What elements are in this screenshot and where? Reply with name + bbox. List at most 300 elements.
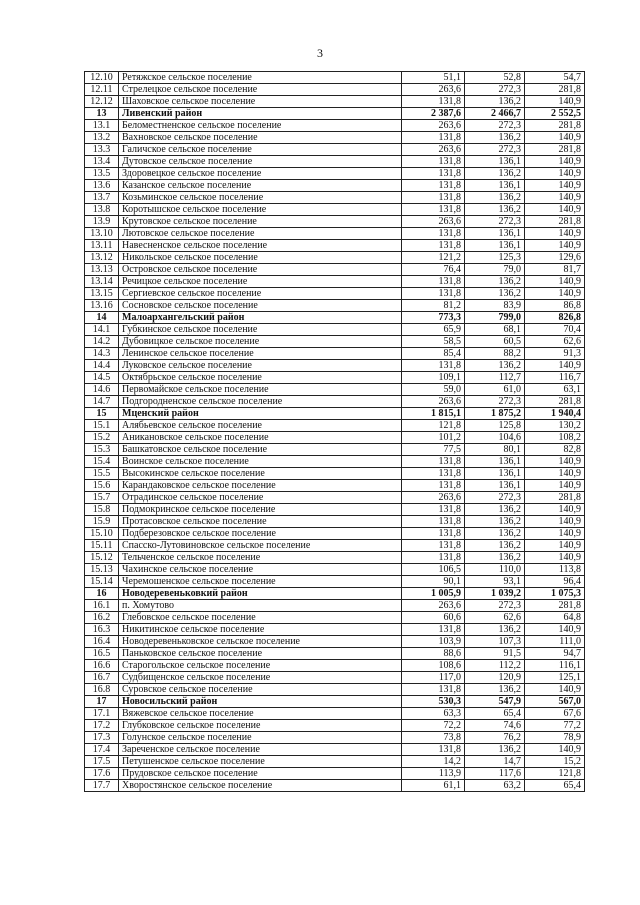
row-name: Глебовское сельское поселение <box>119 612 402 624</box>
table-row <box>85 276 585 288</box>
row-value-1: 131,8 <box>402 204 465 216</box>
table-row <box>85 612 585 624</box>
row-name: Вахновское сельское поселение <box>119 132 402 144</box>
table-row <box>85 624 585 636</box>
table-row <box>85 552 585 564</box>
row-value-3: 116,1 <box>525 660 585 672</box>
row-number: 12.12 <box>85 96 119 108</box>
table-row <box>85 228 585 240</box>
row-number: 13.16 <box>85 300 119 312</box>
row-number: 14.2 <box>85 336 119 348</box>
row-number: 15.6 <box>85 480 119 492</box>
table-row <box>85 720 585 732</box>
row-number: 13.2 <box>85 132 119 144</box>
row-value-1: 108,6 <box>402 660 465 672</box>
row-value-1: 131,8 <box>402 552 465 564</box>
table-row <box>85 156 585 168</box>
row-value-1: 59,0 <box>402 384 465 396</box>
row-value-2: 136,2 <box>465 684 525 696</box>
table-row <box>85 540 585 552</box>
row-value-2: 272,3 <box>465 600 525 612</box>
row-value-1: 131,8 <box>402 504 465 516</box>
row-value-3: 281,8 <box>525 216 585 228</box>
row-value-2: 74,6 <box>465 720 525 732</box>
row-value-2: 136,2 <box>465 624 525 636</box>
row-value-2: 112,2 <box>465 660 525 672</box>
row-value-3: 140,9 <box>525 132 585 144</box>
row-value-1: 131,8 <box>402 528 465 540</box>
row-value-2: 136,2 <box>465 192 525 204</box>
row-value-3: 140,9 <box>525 276 585 288</box>
table-row <box>85 180 585 192</box>
row-value-2: 136,2 <box>465 288 525 300</box>
table-row <box>85 636 585 648</box>
row-value-3: 82,8 <box>525 444 585 456</box>
row-value-2: 104,6 <box>465 432 525 444</box>
row-value-3: 129,6 <box>525 252 585 264</box>
table-row <box>85 120 585 132</box>
row-name: Ливенский район <box>119 108 402 120</box>
row-value-2: 136,2 <box>465 204 525 216</box>
table-row <box>85 480 585 492</box>
row-name: Губкинское сельское поселение <box>119 324 402 336</box>
row-name: Прудовское сельское поселение <box>119 768 402 780</box>
row-value-2: 125,8 <box>465 420 525 432</box>
row-value-1: 530,3 <box>402 696 465 708</box>
row-number: 16.5 <box>85 648 119 660</box>
row-name: Подмокринское сельское поселение <box>119 504 402 516</box>
table-row <box>85 348 585 360</box>
row-value-3: 63,1 <box>525 384 585 396</box>
row-value-3: 2 552,5 <box>525 108 585 120</box>
row-value-3: 94,7 <box>525 648 585 660</box>
row-name: Вяжевское сельское поселение <box>119 708 402 720</box>
row-value-2: 107,3 <box>465 636 525 648</box>
row-name: Карандаковское сельское поселение <box>119 480 402 492</box>
row-value-1: 131,8 <box>402 360 465 372</box>
row-name: Голунское сельское поселение <box>119 732 402 744</box>
row-value-3: 121,8 <box>525 768 585 780</box>
row-value-3: 113,8 <box>525 564 585 576</box>
row-number: 14 <box>85 312 119 324</box>
table-row <box>85 132 585 144</box>
row-number: 16.8 <box>85 684 119 696</box>
table-row <box>85 444 585 456</box>
table-row <box>85 72 585 84</box>
table-row <box>85 684 585 696</box>
row-name: Черемошенское сельское поселение <box>119 576 402 588</box>
row-value-3: 111,0 <box>525 636 585 648</box>
row-value-1: 773,3 <box>402 312 465 324</box>
row-value-1: 72,2 <box>402 720 465 732</box>
row-value-1: 73,8 <box>402 732 465 744</box>
row-value-1: 65,9 <box>402 324 465 336</box>
row-value-2: 136,2 <box>465 516 525 528</box>
row-name: Подберезовское сельское поселение <box>119 528 402 540</box>
row-name: Высокинское сельское поселение <box>119 468 402 480</box>
row-number: 15 <box>85 408 119 420</box>
row-value-1: 263,6 <box>402 216 465 228</box>
row-name: Стрелецкое сельское поселение <box>119 84 402 96</box>
row-value-2: 272,3 <box>465 492 525 504</box>
row-value-2: 136,1 <box>465 240 525 252</box>
row-value-3: 130,2 <box>525 420 585 432</box>
row-name: Дутовское сельское поселение <box>119 156 402 168</box>
row-value-3: 140,9 <box>525 204 585 216</box>
row-value-1: 263,6 <box>402 144 465 156</box>
row-number: 13.7 <box>85 192 119 204</box>
row-name: Ретяжское сельское поселение <box>119 72 402 84</box>
row-number: 17.1 <box>85 708 119 720</box>
row-name: Шаховское сельское поселение <box>119 96 402 108</box>
row-name: Суровское сельское поселение <box>119 684 402 696</box>
row-value-2: 79,0 <box>465 264 525 276</box>
row-value-3: 140,9 <box>525 288 585 300</box>
row-value-2: 136,2 <box>465 168 525 180</box>
row-name: Мценский район <box>119 408 402 420</box>
row-name: Дубовицкое сельское поселение <box>119 336 402 348</box>
table-row <box>85 732 585 744</box>
row-value-2: 2 466,7 <box>465 108 525 120</box>
row-name: Ленинское сельское поселение <box>119 348 402 360</box>
row-name: Судбищенское сельское поселение <box>119 672 402 684</box>
row-value-2: 272,3 <box>465 144 525 156</box>
row-value-1: 263,6 <box>402 396 465 408</box>
row-name: Отрадинское сельское поселение <box>119 492 402 504</box>
row-number: 15.4 <box>85 456 119 468</box>
row-value-2: 112,7 <box>465 372 525 384</box>
row-number: 13.11 <box>85 240 119 252</box>
row-number: 16.7 <box>85 672 119 684</box>
table-body <box>85 72 585 792</box>
row-value-2: 60,5 <box>465 336 525 348</box>
row-number: 13.4 <box>85 156 119 168</box>
table-row <box>85 744 585 756</box>
row-value-1: 121,2 <box>402 252 465 264</box>
row-value-3: 140,9 <box>525 180 585 192</box>
row-value-1: 76,4 <box>402 264 465 276</box>
row-name: Аникановское сельское поселение <box>119 432 402 444</box>
table-row <box>85 144 585 156</box>
row-number: 14.4 <box>85 360 119 372</box>
row-number: 13.12 <box>85 252 119 264</box>
row-value-2: 65,4 <box>465 708 525 720</box>
row-value-3: 281,8 <box>525 120 585 132</box>
row-number: 16.1 <box>85 600 119 612</box>
row-value-3: 1 940,4 <box>525 408 585 420</box>
row-name: Казанское сельское поселение <box>119 180 402 192</box>
row-value-1: 263,6 <box>402 120 465 132</box>
row-value-3: 140,9 <box>525 480 585 492</box>
row-value-1: 1 005,9 <box>402 588 465 600</box>
table-row <box>85 432 585 444</box>
row-value-1: 77,5 <box>402 444 465 456</box>
row-value-2: 117,6 <box>465 768 525 780</box>
row-name: Петушенское сельское поселение <box>119 756 402 768</box>
table-row <box>85 492 585 504</box>
row-value-1: 109,1 <box>402 372 465 384</box>
row-value-3: 86,8 <box>525 300 585 312</box>
table-row <box>85 336 585 348</box>
table-row <box>85 204 585 216</box>
row-value-2: 272,3 <box>465 120 525 132</box>
row-value-3: 281,8 <box>525 600 585 612</box>
row-name: Старогольское сельское поселение <box>119 660 402 672</box>
table-row <box>85 564 585 576</box>
table-row <box>85 84 585 96</box>
row-number: 15.8 <box>85 504 119 516</box>
table-row <box>85 300 585 312</box>
row-value-3: 140,9 <box>525 744 585 756</box>
row-value-2: 272,3 <box>465 84 525 96</box>
row-value-2: 136,2 <box>465 360 525 372</box>
row-value-3: 81,7 <box>525 264 585 276</box>
row-value-3: 281,8 <box>525 492 585 504</box>
table-row <box>85 504 585 516</box>
row-value-2: 136,1 <box>465 156 525 168</box>
row-number: 14.6 <box>85 384 119 396</box>
table-row <box>85 708 585 720</box>
row-value-1: 131,8 <box>402 168 465 180</box>
row-name: п. Хомутово <box>119 600 402 612</box>
row-value-1: 61,1 <box>402 780 465 792</box>
district-row <box>85 108 585 120</box>
row-number: 15.3 <box>85 444 119 456</box>
row-number: 17.7 <box>85 780 119 792</box>
row-name: Островское сельское поселение <box>119 264 402 276</box>
row-value-1: 131,8 <box>402 480 465 492</box>
row-value-2: 76,2 <box>465 732 525 744</box>
district-row <box>85 588 585 600</box>
row-value-2: 83,9 <box>465 300 525 312</box>
row-number: 13.15 <box>85 288 119 300</box>
row-value-2: 14,7 <box>465 756 525 768</box>
row-number: 13.1 <box>85 120 119 132</box>
table-row <box>85 252 585 264</box>
row-number: 15.9 <box>85 516 119 528</box>
table-row <box>85 468 585 480</box>
table-row <box>85 372 585 384</box>
row-number: 14.5 <box>85 372 119 384</box>
row-value-3: 116,7 <box>525 372 585 384</box>
row-value-2: 136,2 <box>465 276 525 288</box>
table-row <box>85 420 585 432</box>
row-value-2: 272,3 <box>465 216 525 228</box>
row-value-1: 58,5 <box>402 336 465 348</box>
table-row <box>85 96 585 108</box>
row-name: Воинское сельское поселение <box>119 456 402 468</box>
row-name: Сосновское сельское поселение <box>119 300 402 312</box>
row-value-1: 131,8 <box>402 468 465 480</box>
row-value-3: 15,2 <box>525 756 585 768</box>
row-number: 13.8 <box>85 204 119 216</box>
row-name: Октябрьское сельское поселение <box>119 372 402 384</box>
table-row <box>85 396 585 408</box>
row-value-1: 131,8 <box>402 288 465 300</box>
row-name: Никольское сельское поселение <box>119 252 402 264</box>
row-value-3: 281,8 <box>525 84 585 96</box>
row-number: 13 <box>85 108 119 120</box>
row-number: 15.14 <box>85 576 119 588</box>
row-number: 15.7 <box>85 492 119 504</box>
row-number: 16 <box>85 588 119 600</box>
row-value-2: 799,0 <box>465 312 525 324</box>
row-number: 14.7 <box>85 396 119 408</box>
row-value-2: 91,5 <box>465 648 525 660</box>
row-value-3: 64,8 <box>525 612 585 624</box>
row-number: 15.12 <box>85 552 119 564</box>
row-number: 13.13 <box>85 264 119 276</box>
row-number: 13.10 <box>85 228 119 240</box>
row-name: Тельченское сельское поселение <box>119 552 402 564</box>
row-number: 13.5 <box>85 168 119 180</box>
row-value-1: 131,8 <box>402 156 465 168</box>
row-value-1: 263,6 <box>402 600 465 612</box>
row-value-1: 131,8 <box>402 744 465 756</box>
row-value-3: 91,3 <box>525 348 585 360</box>
row-name: Галичское сельское поселение <box>119 144 402 156</box>
table-row <box>85 456 585 468</box>
table-row <box>85 192 585 204</box>
row-value-1: 263,6 <box>402 492 465 504</box>
row-name: Зареченское сельское поселение <box>119 744 402 756</box>
table-row <box>85 168 585 180</box>
row-value-2: 52,8 <box>465 72 525 84</box>
row-value-1: 131,8 <box>402 456 465 468</box>
row-value-1: 117,0 <box>402 672 465 684</box>
row-number: 15.5 <box>85 468 119 480</box>
row-value-2: 1 875,2 <box>465 408 525 420</box>
row-value-3: 108,2 <box>525 432 585 444</box>
row-value-3: 62,6 <box>525 336 585 348</box>
row-number: 16.6 <box>85 660 119 672</box>
table-row <box>85 648 585 660</box>
row-value-1: 63,3 <box>402 708 465 720</box>
table-row <box>85 768 585 780</box>
row-number: 13.3 <box>85 144 119 156</box>
row-value-2: 136,2 <box>465 552 525 564</box>
row-name: Алябьевское сельское поселение <box>119 420 402 432</box>
row-number: 13.6 <box>85 180 119 192</box>
table-row <box>85 660 585 672</box>
row-value-3: 140,9 <box>525 240 585 252</box>
row-number: 16.4 <box>85 636 119 648</box>
row-value-1: 106,5 <box>402 564 465 576</box>
row-value-1: 131,8 <box>402 132 465 144</box>
row-value-3: 140,9 <box>525 168 585 180</box>
row-value-3: 65,4 <box>525 780 585 792</box>
row-value-2: 136,1 <box>465 480 525 492</box>
row-value-3: 140,9 <box>525 624 585 636</box>
district-row <box>85 312 585 324</box>
table-row <box>85 324 585 336</box>
row-value-3: 1 075,3 <box>525 588 585 600</box>
row-value-3: 125,1 <box>525 672 585 684</box>
row-value-3: 70,4 <box>525 324 585 336</box>
row-name: Чахинское сельское поселение <box>119 564 402 576</box>
row-value-1: 103,9 <box>402 636 465 648</box>
row-value-3: 281,8 <box>525 396 585 408</box>
row-value-1: 121,8 <box>402 420 465 432</box>
row-number: 13.14 <box>85 276 119 288</box>
row-name: Беломестненское сельское поселение <box>119 120 402 132</box>
row-name: Малоархангельский район <box>119 312 402 324</box>
row-number: 14.1 <box>85 324 119 336</box>
row-name: Луковское сельское поселение <box>119 360 402 372</box>
district-row <box>85 408 585 420</box>
row-number: 14.3 <box>85 348 119 360</box>
row-name: Спасско-Лутовиновское сельское поселение <box>119 540 402 552</box>
row-value-2: 63,2 <box>465 780 525 792</box>
row-name: Речицкое сельское поселение <box>119 276 402 288</box>
row-value-3: 140,9 <box>525 456 585 468</box>
row-name: Никитинское сельское поселение <box>119 624 402 636</box>
row-number: 13.9 <box>85 216 119 228</box>
row-value-2: 1 039,2 <box>465 588 525 600</box>
row-value-3: 67,6 <box>525 708 585 720</box>
row-value-2: 136,2 <box>465 744 525 756</box>
table-row <box>85 240 585 252</box>
row-number: 16.2 <box>85 612 119 624</box>
row-value-2: 136,2 <box>465 528 525 540</box>
row-value-1: 113,9 <box>402 768 465 780</box>
row-value-2: 120,9 <box>465 672 525 684</box>
row-name: Башкатовское сельское поселение <box>119 444 402 456</box>
row-number: 15.11 <box>85 540 119 552</box>
row-value-1: 131,8 <box>402 192 465 204</box>
row-value-1: 14,2 <box>402 756 465 768</box>
row-value-2: 136,2 <box>465 540 525 552</box>
row-name: Новодеревеньковкий район <box>119 588 402 600</box>
row-value-1: 85,4 <box>402 348 465 360</box>
row-value-3: 281,8 <box>525 144 585 156</box>
row-value-3: 140,9 <box>525 504 585 516</box>
row-name: Крутовское сельское поселение <box>119 216 402 228</box>
table-row <box>85 528 585 540</box>
row-name: Первомайское сельское поселение <box>119 384 402 396</box>
row-value-1: 263,6 <box>402 84 465 96</box>
row-name: Сергиевское сельское поселение <box>119 288 402 300</box>
row-value-3: 140,9 <box>525 684 585 696</box>
table-row <box>85 756 585 768</box>
row-value-2: 136,1 <box>465 468 525 480</box>
row-value-1: 101,2 <box>402 432 465 444</box>
row-value-2: 272,3 <box>465 396 525 408</box>
row-value-3: 54,7 <box>525 72 585 84</box>
row-name: Паньковское сельское поселение <box>119 648 402 660</box>
row-number: 17 <box>85 696 119 708</box>
row-value-3: 140,9 <box>525 516 585 528</box>
row-value-3: 140,9 <box>525 528 585 540</box>
allocation-table <box>84 71 585 792</box>
row-value-2: 80,1 <box>465 444 525 456</box>
row-value-3: 77,2 <box>525 720 585 732</box>
row-value-2: 136,1 <box>465 456 525 468</box>
row-value-1: 131,8 <box>402 276 465 288</box>
row-value-1: 131,8 <box>402 180 465 192</box>
table-row <box>85 576 585 588</box>
row-value-2: 62,6 <box>465 612 525 624</box>
row-value-2: 93,1 <box>465 576 525 588</box>
table-row <box>85 780 585 792</box>
row-value-1: 60,6 <box>402 612 465 624</box>
row-value-1: 81,2 <box>402 300 465 312</box>
row-number: 17.6 <box>85 768 119 780</box>
row-value-2: 136,1 <box>465 228 525 240</box>
row-name: Новосильский район <box>119 696 402 708</box>
row-value-3: 78,9 <box>525 732 585 744</box>
row-value-1: 88,6 <box>402 648 465 660</box>
